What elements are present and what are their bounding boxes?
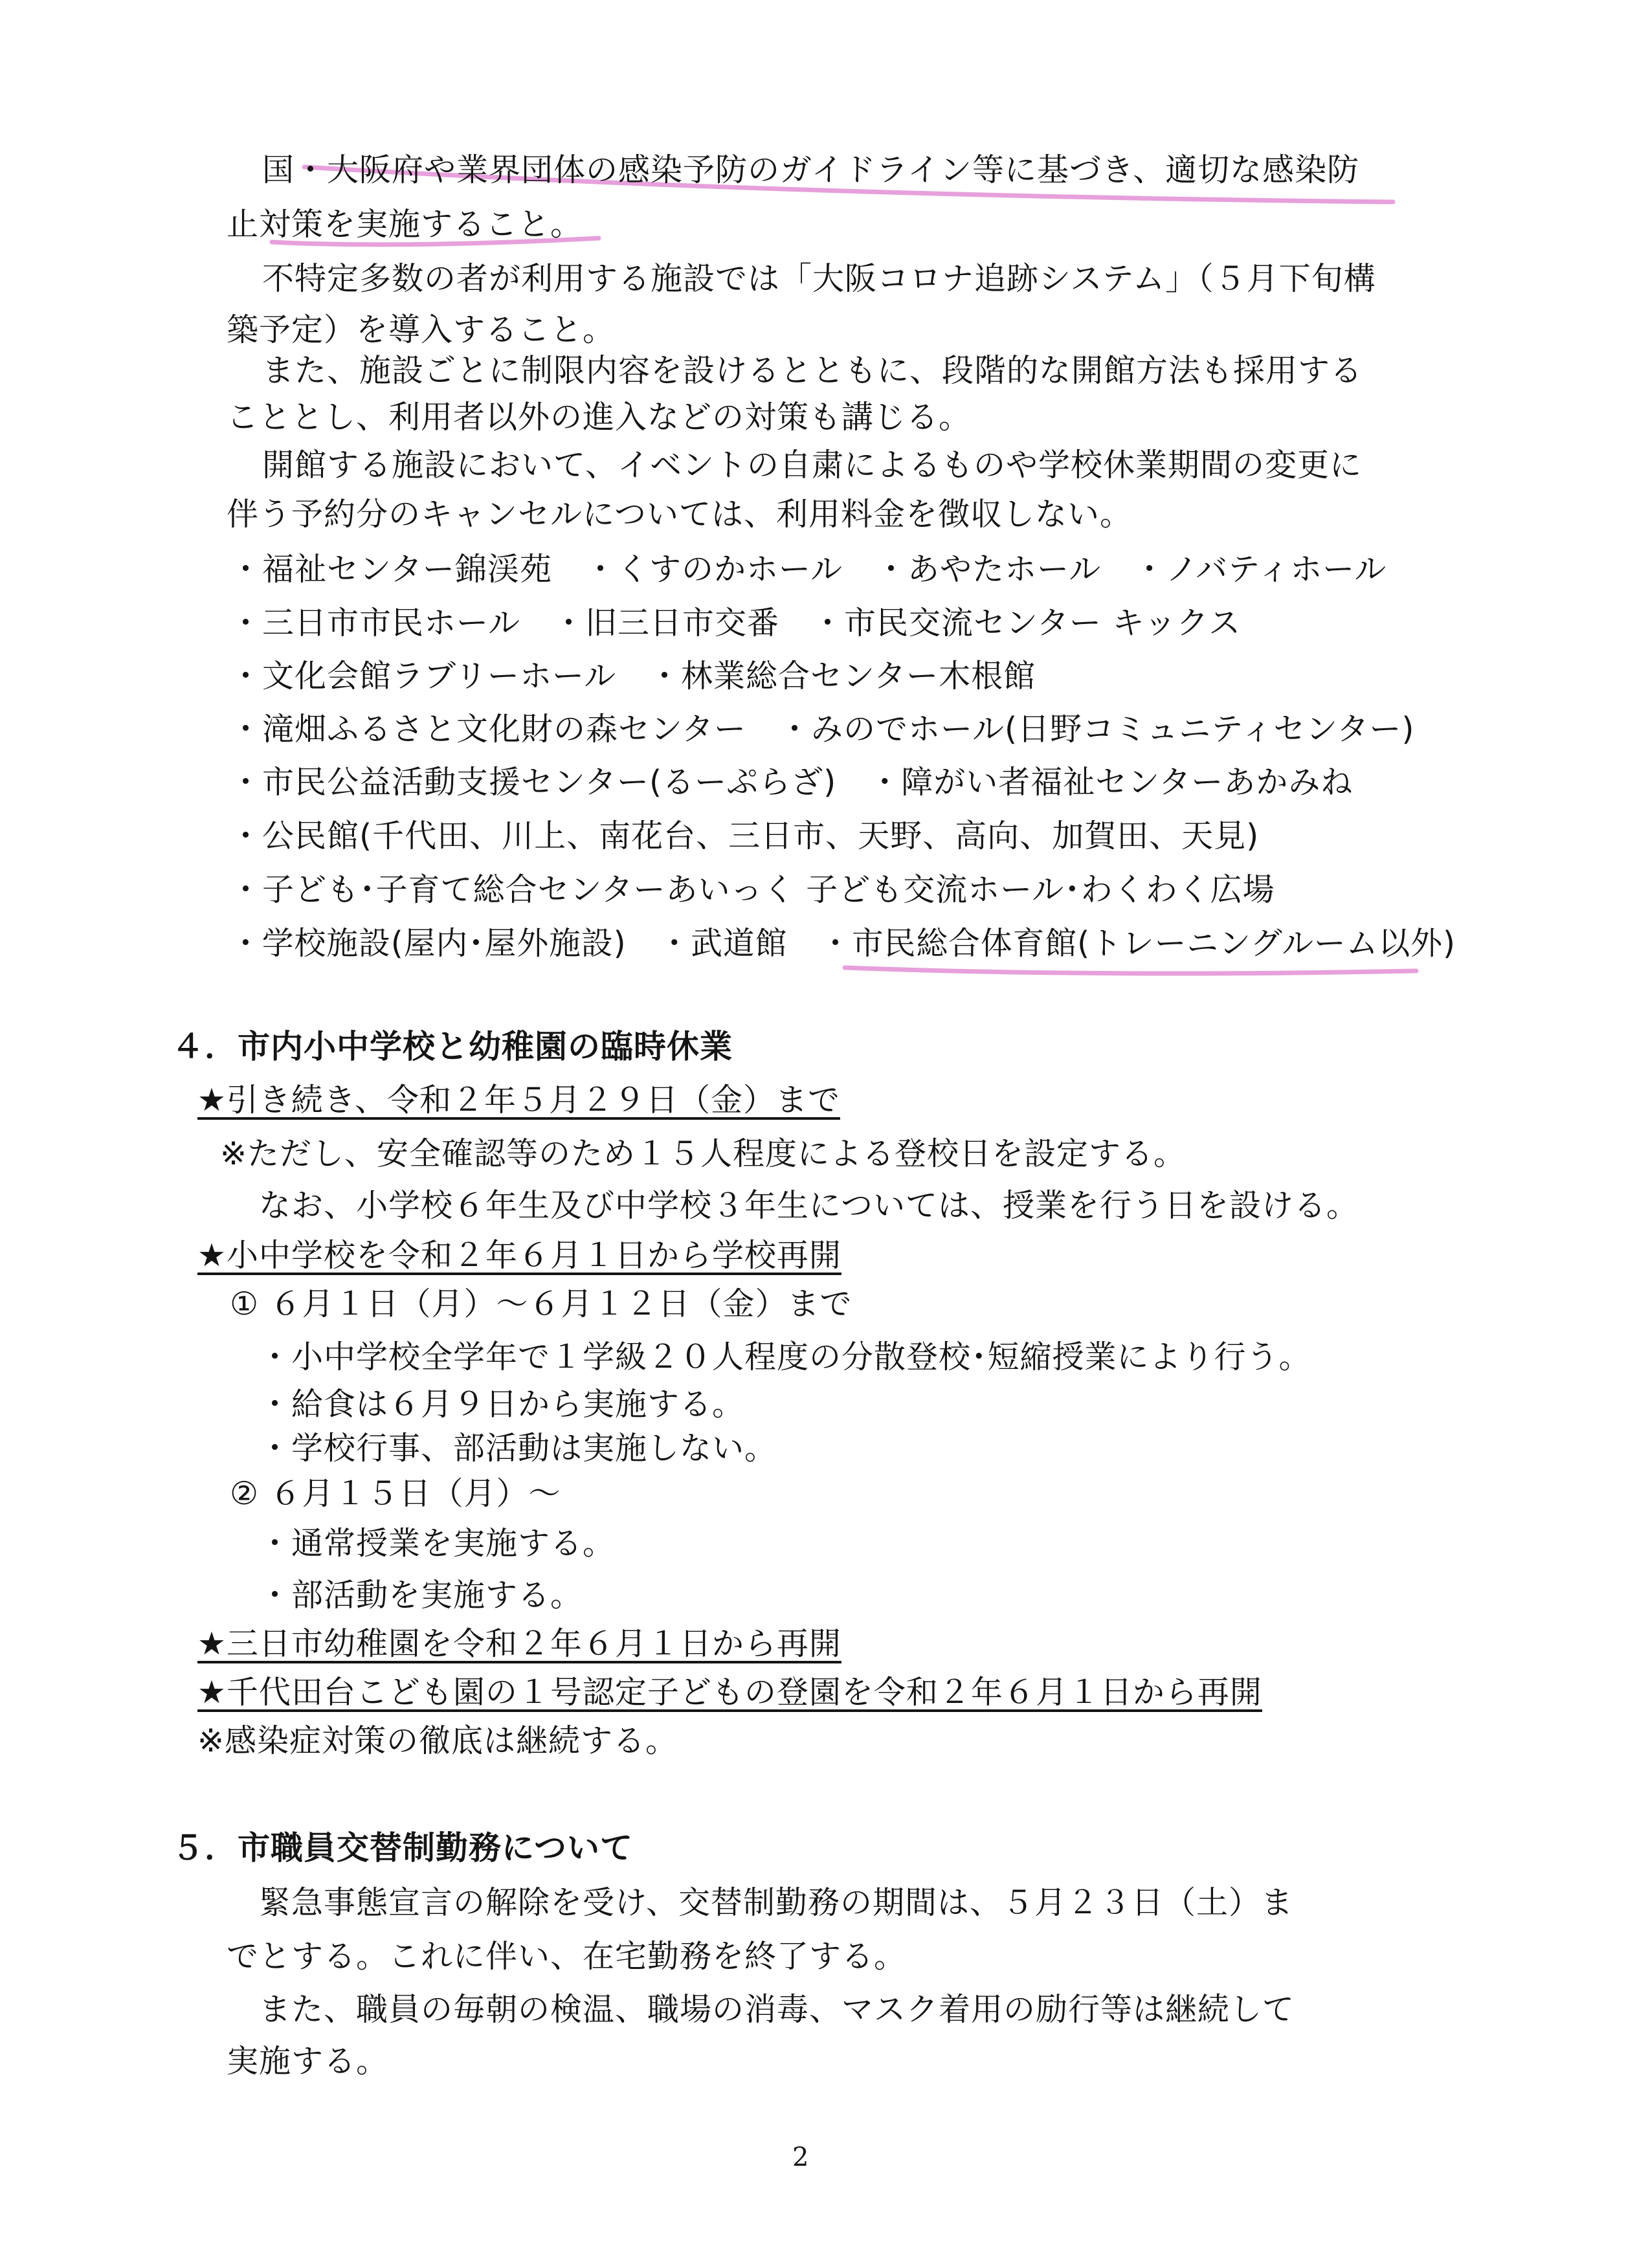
section-5-line-3: また、職員の毎朝の検温、職場の消毒、マスク着用の励行等は継続して: [259, 1991, 1295, 2028]
facility-list-item: ・公民館(千代田、川上、南花台、三日市、天野、高向、加賀田、天見): [230, 817, 1260, 854]
section-5-line-2: でとする。これに伴い、在宅勤務を終了する。: [227, 1938, 907, 1975]
intro-paragraph-2-line-1: 不特定多数の者が利用する施設では「大阪コロナ追跡システム」（５月下旬構: [262, 260, 1376, 297]
section-4-star-1: ★引き続き、令和２年５月２９日（金）まで: [197, 1082, 840, 1118]
facility-list-item: ・子ども･子育て総合センターあいっく 子ども交流ホール･わくわく広場: [230, 871, 1275, 908]
intro-paragraph-2-line-2: 築予定）を導入すること。: [227, 311, 616, 348]
section-5-line-1: 緊急事態宣言の解除を受け、交替制勤務の期間は、５月２３日（土）ま: [259, 1884, 1294, 1921]
intro-paragraph-3-line-2: こととし、利用者以外の進入などの対策も講じる。: [227, 399, 972, 436]
phase-2-title: ② ６月１５日（月）～: [230, 1475, 561, 1512]
highlight-stroke-3: [845, 968, 1416, 973]
intro-paragraph-4-line-1: 開館する施設において、イベントの自粛によるものや学校休業期間の変更に: [262, 447, 1363, 484]
page-number: 2: [792, 2142, 809, 2172]
section-4-note-2: なお、小学校６年生及び中学校３年生については、授業を行う日を設ける。: [259, 1187, 1359, 1224]
intro-paragraph-3-line-1: また、施設ごとに制限内容を設けるとともに、段階的な開館方法も採用する: [262, 352, 1363, 389]
phase-1-item: ・小中学校全学年で１学級２０人程度の分散登校･短縮授業により行う。: [259, 1339, 1311, 1375]
section-4-star-2: ★小中学校を令和２年６月１日から学校再開: [197, 1237, 841, 1274]
facility-list-item: ・滝畑ふるさと文化財の森センター ・みのでホール(日野コミュニティセンター): [230, 711, 1415, 748]
intro-paragraph-1-line-2: 止対策を実施すること。: [227, 206, 583, 243]
section-5-line-4: 実施する。: [227, 2043, 389, 2080]
facility-list-item: ・市民公益活動支援センター(るーぷらざ) ・障がい者福祉センターあかみね: [230, 764, 1353, 801]
phase-1-title: ① ６月１日（月）～６月１２日（金）まで: [230, 1285, 852, 1322]
section-4-note-3: ※感染症対策の徹底は継続する。: [197, 1722, 678, 1759]
section-4-heading: ４．市内小中学校と幼稚園の臨時休業: [172, 1028, 733, 1065]
facility-list-item: ・学校施設(屋内･屋外施設) ・武道館 ・市民総合体育館(トレーニングルーム以外): [230, 925, 1456, 962]
facility-list-item: ・三日市市民ホール ・旧三日市交番 ・市民交流センター キックス: [230, 605, 1242, 641]
section-4-star-3: ★三日市幼稚園を令和２年６月１日から再開: [197, 1625, 841, 1662]
intro-paragraph-1-line-1: 国・大阪府や業界団体の感染予防のガイドライン等に基づき、適切な感染防: [262, 151, 1360, 188]
section-5-heading: ５．市職員交替制勤務について: [172, 1829, 633, 1867]
phase-1-item: ・給食は６月９日から実施する。: [259, 1386, 745, 1423]
phase-2-item: ・部活動を実施する。: [259, 1577, 583, 1614]
phase-1-item: ・学校行事、部活動は実施しない。: [259, 1430, 777, 1467]
section-4-star-4: ★千代田台こども園の１号認定子どもの登園を令和２年６月１日から再開: [197, 1674, 1262, 1711]
facility-list-item: ・文化会館ラブリーホール ・林業総合センター木根館: [230, 658, 1036, 695]
facility-list-item: ・福祉センター錦渓苑 ・くすのかホール ・あやたホール ・ノバティホール: [230, 551, 1387, 588]
section-4-note-1: ※ただし、安全確認等のため１５人程度による登校日を設定する。: [220, 1135, 1186, 1172]
phase-2-item: ・通常授業を実施する。: [259, 1525, 616, 1562]
intro-paragraph-4-line-2: 伴う予約分のキャンセルについては、利用料金を徴収しない。: [227, 496, 1133, 533]
